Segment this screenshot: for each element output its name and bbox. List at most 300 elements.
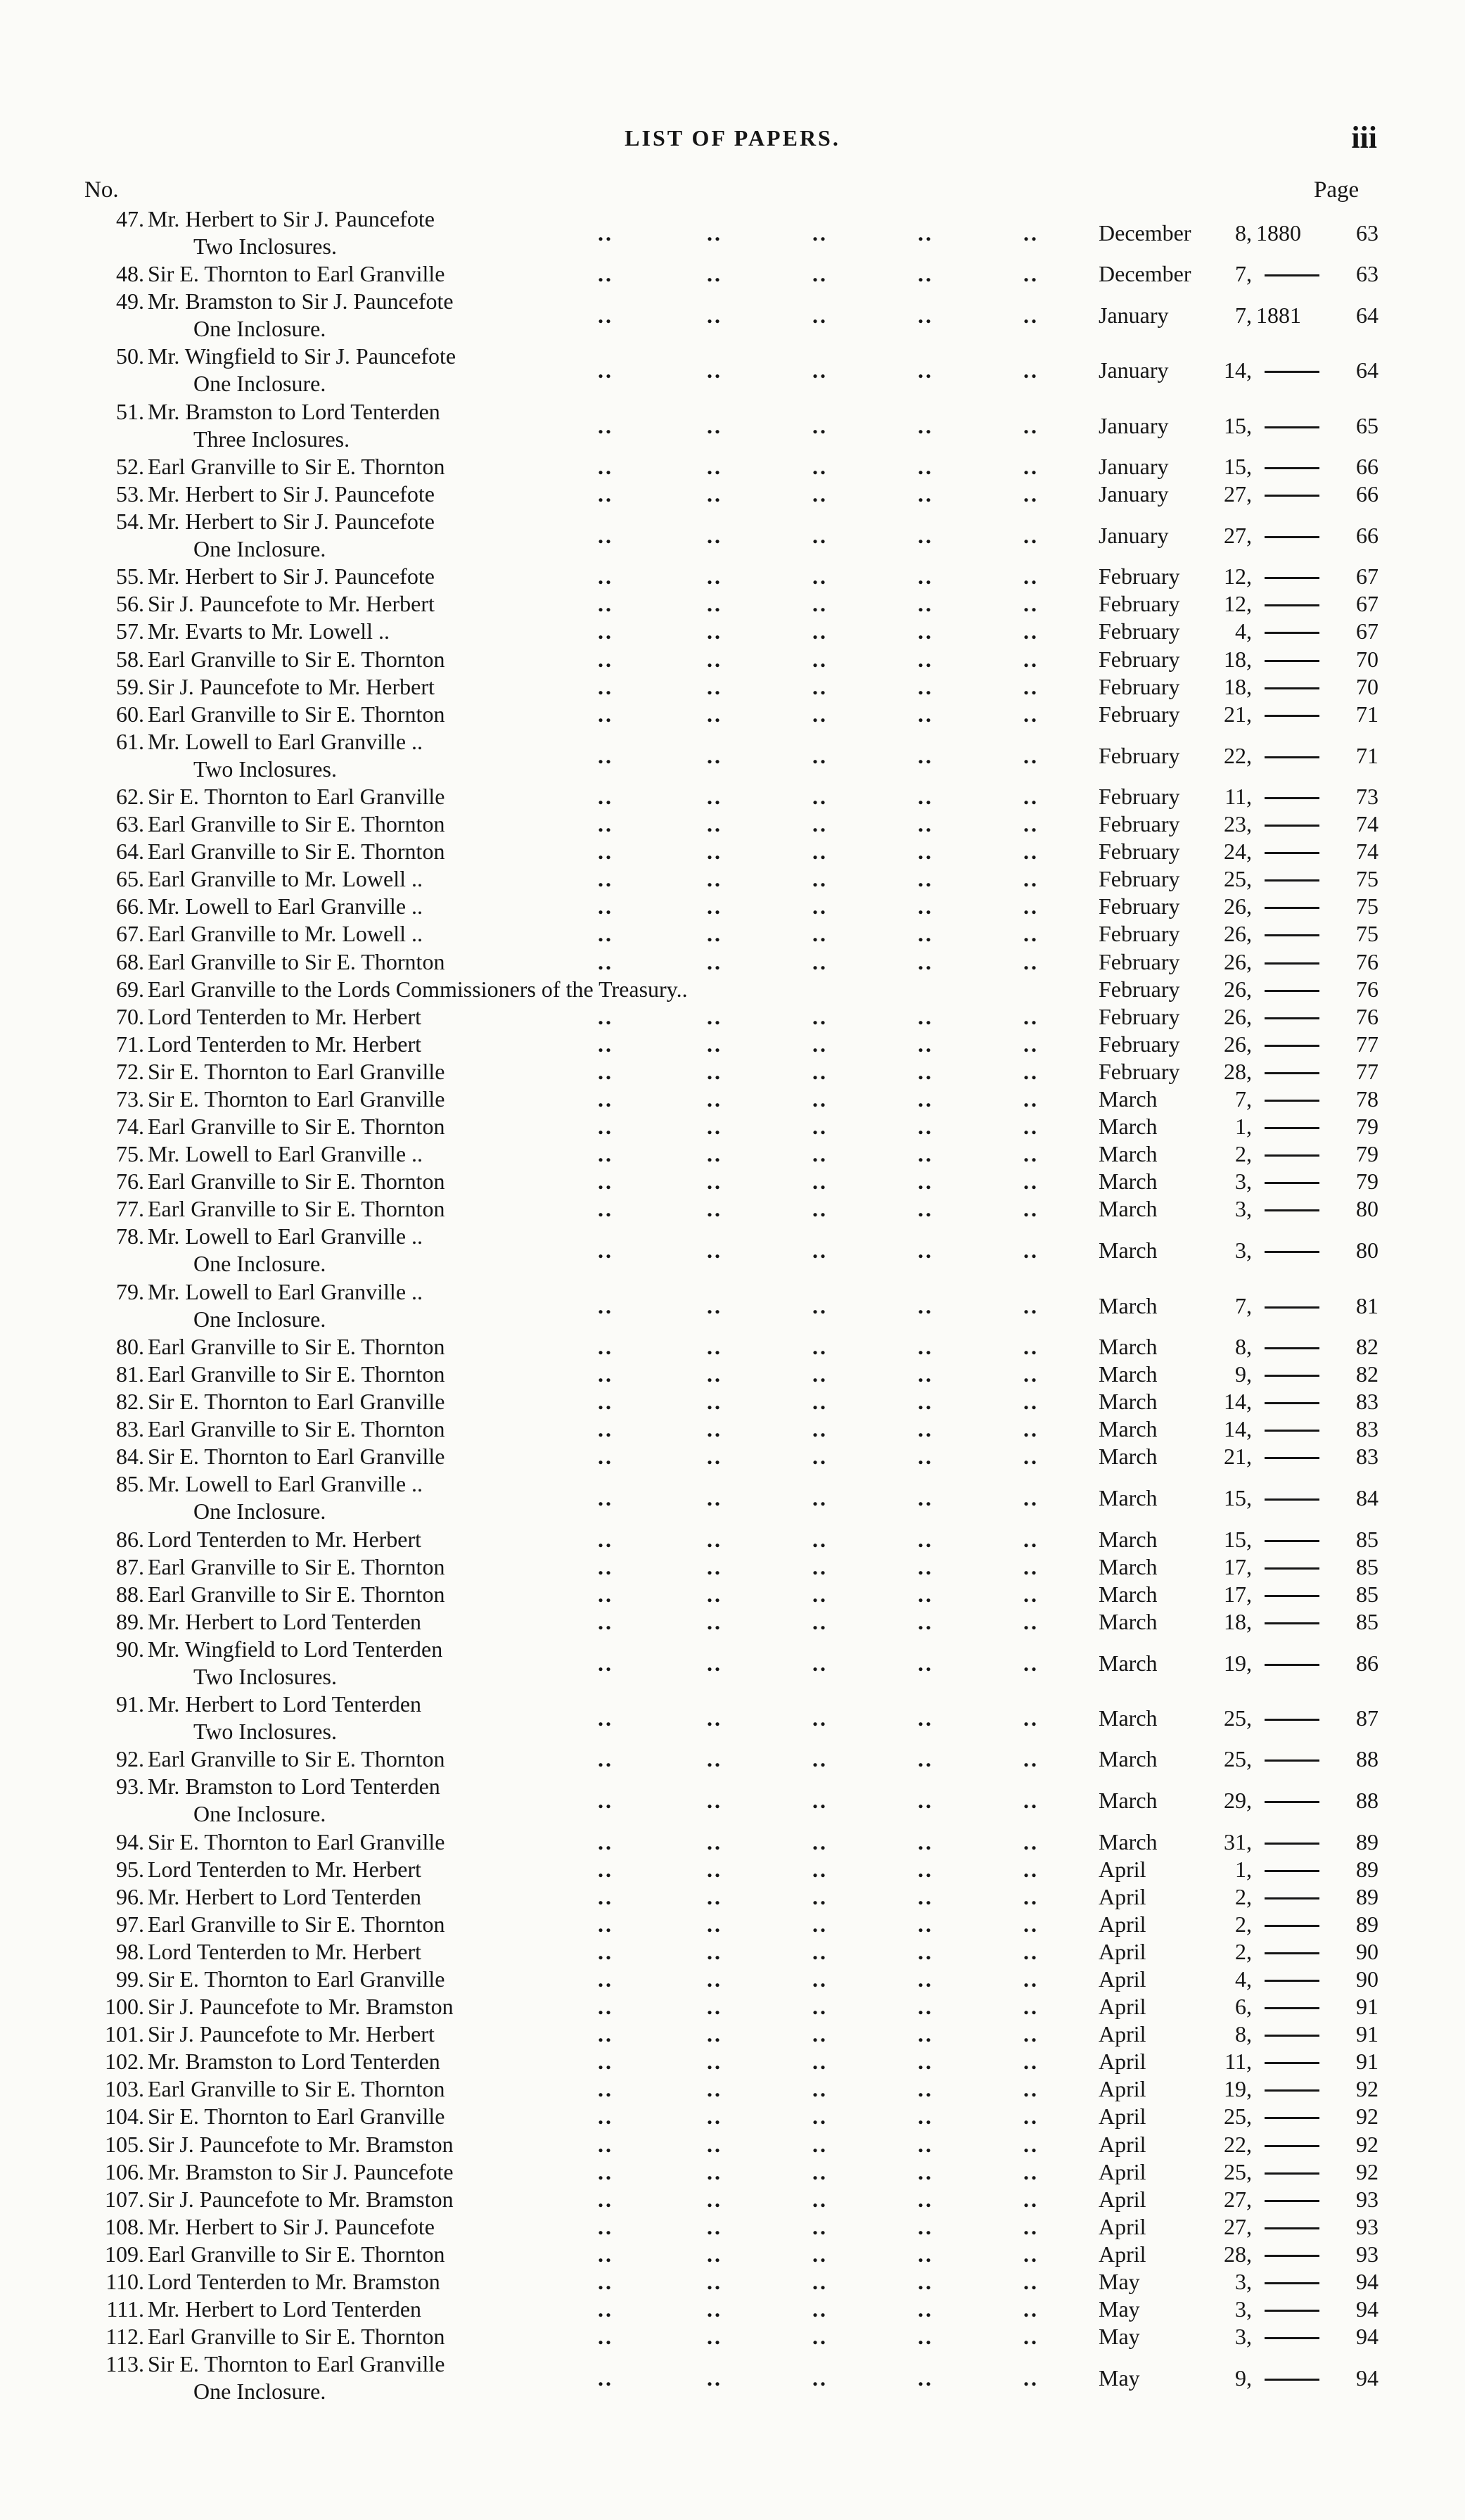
entry-month: January — [1099, 453, 1169, 479]
entry-title: Sir E. Thornton to Earl Granville — [148, 1058, 445, 1084]
entry-day: 14, — [1224, 1416, 1252, 1442]
paper-entry: 99. Sir E. Thornton to Earl Granville .. .. .. .. .. April 4, 90 — [0, 1966, 1465, 1993]
entry-page: 81 — [1356, 1292, 1378, 1318]
entry-month: May — [1099, 2269, 1140, 2295]
entry-title: Sir E. Thornton to Earl Granville — [148, 1444, 445, 1470]
paper-entry: 97. Earl Granville to Sir E. Thornton .. .. .. .. .. April 2, 89 — [0, 1911, 1465, 1938]
entry-number: 64. — [116, 839, 144, 865]
entry-page: 93 — [1356, 2186, 1378, 2212]
paper-entry: 100. Sir J. Pauncefote to Mr. Bramston .. .. .. .. .. April 6, 91 — [0, 1993, 1465, 2021]
entry-inclosure: Two Inclosures. — [193, 1719, 337, 1745]
paper-entry: 58. Earl Granville to Sir E. Thornton .. .. .. .. .. February 18, 70 — [0, 646, 1465, 673]
entry-day: 29, — [1224, 1788, 1252, 1814]
paper-entry: 106. Mr. Bramston to Sir J. Pauncefote .. .. .. .. .. April 25, 92 — [0, 2158, 1465, 2186]
entry-title: Sir E. Thornton to Earl Granville — [148, 1828, 445, 1854]
entry-day: 26, — [1224, 976, 1252, 1002]
entry-number: 71. — [116, 1031, 144, 1057]
entry-day: 27, — [1224, 523, 1252, 549]
entry-page: 91 — [1356, 1994, 1378, 2020]
entry-page: 90 — [1356, 1938, 1378, 1964]
entry-number: 67. — [116, 921, 144, 947]
entry-page: 88 — [1356, 1788, 1378, 1814]
entry-page: 83 — [1356, 1389, 1378, 1415]
entry-number: 77. — [116, 1196, 144, 1222]
ditto-dash — [1265, 715, 1319, 717]
entry-title: Lord Tenterden to Mr. Bramston — [148, 2269, 440, 2295]
entry-month: March — [1099, 1141, 1158, 1167]
entry-title: Lord Tenterden to Mr. Herbert — [148, 1526, 422, 1552]
paper-entry: 70. Lord Tenterden to Mr. Herbert .. .. .. .. .. February 26, 76 — [0, 1003, 1465, 1031]
ditto-dash — [1265, 495, 1319, 497]
entry-day: 3, — [1235, 2269, 1252, 2295]
entry-day: 18, — [1224, 673, 1252, 699]
entry-page: 89 — [1356, 1911, 1378, 1937]
entry-number: 63. — [116, 811, 144, 837]
entry-day: 22, — [1224, 2131, 1252, 2157]
entry-page: 88 — [1356, 1746, 1378, 1772]
paper-entry: 94. Sir E. Thornton to Earl Granville .. .. .. .. .. March 31, 89 — [0, 1828, 1465, 1856]
entry-page: 94 — [1356, 2296, 1378, 2322]
entry-month: April — [1099, 2213, 1146, 2239]
entry-inclosure: Two Inclosures. — [193, 1663, 337, 1689]
paper-entry: 113. Sir E. Thornton to Earl Granville One Inclosure. .. .. .. .. .. May 9, 94 — [0, 2350, 1465, 2405]
entry-day: 26, — [1224, 1031, 1252, 1057]
entry-page: 71 — [1356, 701, 1378, 727]
entry-number: 96. — [116, 1883, 144, 1909]
entry-page: 70 — [1356, 673, 1378, 699]
entry-title: Sir E. Thornton to Earl Granville — [148, 783, 445, 809]
paper-entry: 50. Mr. Wingfield to Sir J. Pauncefote One Inclosure. .. .. .. .. .. January 14, 64 — [0, 343, 1465, 397]
entry-month: December — [1099, 261, 1191, 287]
entry-number: 70. — [116, 1003, 144, 1029]
ditto-dash — [1265, 1251, 1319, 1253]
paper-entry: 66. Mr. Lowell to Earl Granville .. .. .. .. .. .. February 26, 75 — [0, 893, 1465, 920]
entry-number: 69. — [116, 976, 144, 1002]
entry-day: 21, — [1224, 1444, 1252, 1470]
entry-day: 3, — [1235, 1237, 1252, 1264]
entry-title: Earl Granville to Sir E. Thornton — [148, 646, 445, 672]
entry-page: 83 — [1356, 1444, 1378, 1470]
ditto-dash — [1265, 1402, 1319, 1404]
entry-day: 2, — [1235, 1911, 1252, 1937]
entry-month: April — [1099, 2104, 1146, 2130]
entry-title: Mr. Herbert to Lord Tenterden — [148, 1691, 422, 1717]
paper-entry: 55. Mr. Herbert to Sir J. Pauncefote .. .. .. .. .. February 12, 67 — [0, 563, 1465, 590]
paper-entry: 68. Earl Granville to Sir E. Thornton .. .. .. .. .. February 26, 76 — [0, 948, 1465, 976]
entry-number: 105. — [105, 2131, 144, 2157]
entry-number: 73. — [116, 1086, 144, 1112]
entry-title: Mr. Herbert to Lord Tenterden — [148, 1608, 422, 1634]
paper-entry: 54. Mr. Herbert to Sir J. Pauncefote One Inclosure. .. .. .. .. .. January 27, 66 — [0, 508, 1465, 563]
paper-entry: 60. Earl Granville to Sir E. Thornton .. .. .. .. .. February 21, 71 — [0, 701, 1465, 728]
paper-entry: 83. Earl Granville to Sir E. Thornton .. .. .. .. .. March 14, 83 — [0, 1415, 1465, 1443]
entry-title: Earl Granville to Sir E. Thornton — [148, 453, 445, 479]
entry-page: 80 — [1356, 1237, 1378, 1264]
ditto-dash — [1265, 632, 1319, 634]
entry-day: 17, — [1224, 1553, 1252, 1579]
ditto-dash — [1265, 1540, 1319, 1542]
ditto-dash — [1265, 2089, 1319, 2092]
entry-day: 26, — [1224, 893, 1252, 919]
ditto-dash — [1265, 536, 1319, 538]
entry-month: April — [1099, 2158, 1146, 2184]
entry-month: December — [1099, 220, 1191, 246]
entry-page: 75 — [1356, 866, 1378, 892]
ditto-dash — [1265, 1952, 1319, 1954]
entry-day: 9, — [1235, 2365, 1252, 2391]
entry-title: Mr. Herbert to Sir J. Pauncefote — [148, 564, 435, 590]
entry-number: 101. — [105, 2021, 144, 2047]
entry-title: Earl Granville to Sir E. Thornton — [148, 1333, 445, 1359]
ditto-dash — [1265, 1595, 1319, 1597]
entry-month: March — [1099, 1650, 1158, 1676]
entry-title: Sir E. Thornton to Earl Granville — [148, 2104, 445, 2130]
ditto-dash — [1265, 2117, 1319, 2119]
entry-month: February — [1099, 839, 1180, 865]
ditto-dash — [1265, 2172, 1319, 2175]
ditto-dash — [1265, 2379, 1319, 2381]
ditto-dash — [1265, 2337, 1319, 2339]
entry-day: 2, — [1235, 1938, 1252, 1964]
entry-number: 113. — [105, 2351, 144, 2377]
entry-page: 70 — [1356, 646, 1378, 672]
paper-entry — [0, 976, 1465, 1003]
entry-month: February — [1099, 591, 1180, 617]
entry-number: 95. — [116, 1856, 144, 1882]
ditto-dash — [1265, 467, 1319, 469]
ditto-dash — [1265, 1925, 1319, 1927]
entry-page: 67 — [1356, 591, 1378, 617]
entry-title: Earl Granville to the Lords Commissioners of the Treasury.. — [148, 976, 688, 1002]
entry-month: February — [1099, 742, 1180, 768]
paper-entry: 59. Sir J. Pauncefote to Mr. Herbert .. .. .. .. .. February 18, 70 — [0, 673, 1465, 701]
ditto-dash — [1265, 1801, 1319, 1803]
entry-page: 85 — [1356, 1581, 1378, 1607]
entry-number: 55. — [116, 564, 144, 590]
entry-title: Earl Granville to Sir E. Thornton — [148, 1553, 445, 1579]
entry-inclosure: Two Inclosures. — [193, 234, 337, 259]
entry-page: 94 — [1356, 2365, 1378, 2391]
entry-number: 72. — [116, 1058, 144, 1084]
entry-month: February — [1099, 948, 1180, 974]
entry-number: 82. — [116, 1389, 144, 1415]
ditto-dash — [1265, 1980, 1319, 1982]
entry-page: 94 — [1356, 2269, 1378, 2295]
entry-month: April — [1099, 1938, 1146, 1964]
ditto-dash — [1265, 577, 1319, 579]
entry-month: March — [1099, 1608, 1158, 1634]
entry-day: 8, — [1235, 2021, 1252, 2047]
entry-title: Sir J. Pauncefote to Mr. Bramston — [148, 1994, 454, 2020]
entry-day: 7, — [1235, 261, 1252, 287]
entry-page: 90 — [1356, 1966, 1378, 1992]
paper-entry: 85. Mr. Lowell to Earl Granville .. One Inclosure. .. .. .. .. .. March 15, 84 — [0, 1470, 1465, 1525]
entry-page: 93 — [1356, 2213, 1378, 2239]
entry-month: March — [1099, 1416, 1158, 1442]
entry-title: Earl Granville to Mr. Lowell .. — [148, 921, 423, 947]
entry-day: 28, — [1224, 2241, 1252, 2267]
entry-number: 104. — [105, 2104, 144, 2130]
ditto-dash — [1265, 687, 1319, 689]
entry-inclosure: One Inclosure. — [193, 371, 326, 397]
entry-inclosure: One Inclosure. — [193, 1498, 326, 1525]
entry-page: 79 — [1356, 1141, 1378, 1167]
entry-number: 100. — [105, 1994, 144, 2020]
entry-day: 3, — [1235, 2296, 1252, 2322]
entry-day: 25, — [1224, 2104, 1252, 2130]
entry-year: 1880 — [1256, 220, 1301, 246]
paper-entry: 52. Earl Granville to Sir E. Thornton .. .. .. .. .. January 15, 66 — [0, 453, 1465, 481]
entry-title: Earl Granville to Sir E. Thornton — [148, 1114, 445, 1140]
entry-title: Mr. Bramston to Lord Tenterden — [148, 398, 440, 424]
entry-page: 79 — [1356, 1114, 1378, 1140]
entry-month: April — [1099, 2021, 1146, 2047]
entry-page: 82 — [1356, 1333, 1378, 1359]
entry-page: 75 — [1356, 921, 1378, 947]
ditto-dash — [1265, 274, 1319, 276]
entry-day: 3, — [1235, 1169, 1252, 1195]
entry-day: 23, — [1224, 811, 1252, 837]
ditto-dash — [1265, 852, 1319, 854]
entry-number: 60. — [116, 701, 144, 727]
entry-month: February — [1099, 866, 1180, 892]
ditto-dash — [1265, 1347, 1319, 1349]
entry-day: 17, — [1224, 1581, 1252, 1607]
entry-month: January — [1099, 357, 1169, 383]
entry-number: 49. — [116, 288, 144, 314]
entry-day: 7, — [1235, 303, 1252, 329]
ditto-dash — [1265, 604, 1319, 606]
paper-entry: 81. Earl Granville to Sir E. Thornton .. .. .. .. .. March 9, 82 — [0, 1361, 1465, 1388]
entry-month: February — [1099, 783, 1180, 809]
entry-day: 24, — [1224, 839, 1252, 865]
entry-month: March — [1099, 1389, 1158, 1415]
entry-day: 28, — [1224, 1058, 1252, 1084]
ditto-dash — [1265, 1498, 1319, 1501]
entry-day: 15, — [1224, 412, 1252, 438]
ditto-dash — [1265, 2035, 1319, 2037]
entry-title: Mr. Bramston to Sir J. Pauncefote — [148, 2158, 454, 2184]
paper-entry: 109. Earl Granville to Sir E. Thornton .. .. .. .. .. April 28, 93 — [0, 2241, 1465, 2268]
entry-day: 21, — [1224, 701, 1252, 727]
entry-month: April — [1099, 1966, 1146, 1992]
entry-page: 84 — [1356, 1485, 1378, 1511]
ditto-dash — [1265, 1072, 1319, 1074]
entry-number: 93. — [116, 1774, 144, 1800]
entry-number: 68. — [116, 948, 144, 974]
entry-title: Mr. Lowell to Earl Granville .. — [148, 893, 423, 919]
ditto-dash — [1265, 1664, 1319, 1666]
entry-number: 57. — [116, 618, 144, 644]
paper-entry: 62. Sir E. Thornton to Earl Granville .. .. .. .. .. February 11, 73 — [0, 783, 1465, 810]
ditto-dash — [1265, 797, 1319, 799]
entry-day: 7, — [1235, 1086, 1252, 1112]
entry-day: 27, — [1224, 2213, 1252, 2239]
entry-month: February — [1099, 893, 1180, 919]
entry-number: 103. — [105, 2076, 144, 2102]
entry-title: Mr. Wingfield to Lord Tenterden — [148, 1636, 443, 1662]
column-header-no: No. — [84, 177, 119, 203]
ditto-dash — [1265, 1100, 1319, 1102]
entry-month: April — [1099, 1856, 1146, 1882]
entry-month: May — [1099, 2365, 1140, 2391]
entry-month: March — [1099, 1333, 1158, 1359]
paper-entry: 91. Mr. Herbert to Lord Tenterden Two Inclosures. .. .. .. .. .. March 25, 87 — [0, 1691, 1465, 1745]
entry-title: Earl Granville to Sir E. Thornton — [148, 2324, 445, 2350]
paper-entry: 89. Mr. Herbert to Lord Tenterden .. .. .. .. .. March 18, 85 — [0, 1608, 1465, 1636]
entry-page: 77 — [1356, 1031, 1378, 1057]
entry-number: 87. — [116, 1553, 144, 1579]
entry-month: March — [1099, 1237, 1158, 1264]
entry-page: 66 — [1356, 481, 1378, 507]
entry-number: 81. — [116, 1361, 144, 1387]
entry-title: Mr. Bramston to Lord Tenterden — [148, 2049, 440, 2075]
ditto-dash — [1265, 2145, 1319, 2147]
entry-page: 82 — [1356, 1361, 1378, 1387]
entry-number: 47. — [116, 206, 144, 231]
entry-title: Earl Granville to Sir E. Thornton — [148, 948, 445, 974]
entry-title: Lord Tenterden to Mr. Herbert — [148, 1003, 422, 1029]
ditto-dash — [1265, 1457, 1319, 1459]
entry-page: 65 — [1356, 412, 1378, 438]
entry-month: March — [1099, 1361, 1158, 1387]
entry-title: Earl Granville to Sir E. Thornton — [148, 1911, 445, 1937]
entry-day: 15, — [1224, 1485, 1252, 1511]
entry-number: 88. — [116, 1581, 144, 1607]
ditto-dash — [1265, 990, 1319, 992]
entry-day: 12, — [1224, 591, 1252, 617]
paper-entry: 74. Earl Granville to Sir E. Thornton .. .. .. .. .. March 1, 79 — [0, 1113, 1465, 1140]
entry-inclosure: One Inclosure. — [193, 536, 326, 562]
ditto-dash — [1265, 756, 1319, 758]
ditto-dash — [1265, 1182, 1319, 1184]
paper-entry: 95. Lord Tenterden to Mr. Herbert .. .. .. .. .. April 1, 89 — [0, 1856, 1465, 1883]
paper-entry: 87. Earl Granville to Sir E. Thornton .. .. .. .. .. March 17, 85 — [0, 1553, 1465, 1581]
entry-page: 77 — [1356, 1058, 1378, 1084]
entry-title: Mr. Lowell to Earl Granville .. — [148, 1141, 423, 1167]
entry-title: Earl Granville to Mr. Lowell .. — [148, 866, 423, 892]
ditto-dash — [1265, 825, 1319, 827]
entry-month: March — [1099, 1169, 1158, 1195]
ditto-dash — [1265, 879, 1319, 882]
paper-entry: 78. Mr. Lowell to Earl Granville .. One Inclosure. .. .. .. .. .. March 3, 80 — [0, 1223, 1465, 1278]
entry-page: 92 — [1356, 2076, 1378, 2102]
entry-number: 54. — [116, 509, 144, 535]
entry-title: Earl Granville to Sir E. Thornton — [148, 2241, 445, 2267]
entry-number: 51. — [116, 398, 144, 424]
entry-title: Mr. Evarts to Mr. Lowell .. — [148, 618, 390, 644]
entry-page: 67 — [1356, 564, 1378, 590]
entry-day: 8, — [1235, 1333, 1252, 1359]
entry-number: 110. — [105, 2269, 144, 2295]
ditto-dash — [1265, 1306, 1319, 1309]
entry-page: 76 — [1356, 948, 1378, 974]
ditto-dash — [1265, 1127, 1319, 1129]
entry-title: Mr. Lowell to Earl Granville .. — [148, 1278, 423, 1304]
entry-number: 58. — [116, 646, 144, 672]
entry-number: 52. — [116, 453, 144, 479]
entry-page: 67 — [1356, 618, 1378, 644]
entry-number: 80. — [116, 1333, 144, 1359]
entry-page: 63 — [1356, 261, 1378, 287]
paper-entry: 84. Sir E. Thornton to Earl Granville .. .. .. .. .. March 21, 83 — [0, 1443, 1465, 1470]
entry-month: February — [1099, 618, 1180, 644]
paper-entry: 61. Mr. Lowell to Earl Granville .. Two Inclosures. .. .. .. .. .. February 22, 71 — [0, 728, 1465, 783]
entry-title: Sir J. Pauncefote to Mr. Herbert — [148, 591, 435, 617]
entry-page: 93 — [1356, 2241, 1378, 2267]
ditto-dash — [1265, 1759, 1319, 1762]
entry-number: 61. — [116, 728, 144, 754]
entry-number: 78. — [116, 1223, 144, 1249]
paper-entry: 111. Mr. Herbert to Lord Tenterden .. .. .. .. .. May 3, 94 — [0, 2296, 1465, 2323]
paper-entry: 86. Lord Tenterden to Mr. Herbert .. .. .. .. .. March 15, 85 — [0, 1526, 1465, 1553]
entry-title: Earl Granville to Sir E. Thornton — [148, 1196, 445, 1222]
entry-title: Mr. Lowell to Earl Granville .. — [148, 728, 423, 754]
paper-entry: 104. Sir E. Thornton to Earl Granville .. .. .. .. .. April 25, 92 — [0, 2103, 1465, 2130]
entry-number: 109. — [105, 2241, 144, 2267]
entry-day: 15, — [1224, 1526, 1252, 1552]
ditto-dash — [1265, 2227, 1319, 2229]
paper-entry: 71. Lord Tenterden to Mr. Herbert .. .. .. .. .. February 26, 77 — [0, 1031, 1465, 1058]
entry-day: 3, — [1235, 1196, 1252, 1222]
entry-day: 11, — [1224, 783, 1252, 809]
entry-number: 62. — [116, 783, 144, 809]
entry-month: January — [1099, 481, 1169, 507]
entry-day: 25, — [1224, 1705, 1252, 1731]
entry-number: 98. — [116, 1938, 144, 1964]
entry-title: Sir E. Thornton to Earl Granville — [148, 1389, 445, 1415]
entry-number: 84. — [116, 1444, 144, 1470]
entry-page: 89 — [1356, 1856, 1378, 1882]
entry-day: 15, — [1224, 453, 1252, 479]
entry-month: February — [1099, 646, 1180, 672]
entry-month: March — [1099, 1196, 1158, 1222]
entry-month: April — [1099, 2131, 1146, 2157]
entry-title: Earl Granville to Sir E. Thornton — [148, 1746, 445, 1772]
entry-title: Lord Tenterden to Mr. Herbert — [148, 1856, 422, 1882]
paper-entry: 72. Sir E. Thornton to Earl Granville .. .. .. .. .. February 28, 77 — [0, 1058, 1465, 1086]
entry-number: 106. — [105, 2158, 144, 2184]
entry-page: 92 — [1356, 2131, 1378, 2157]
ditto-dash — [1265, 371, 1319, 373]
paper-entry: 80. Earl Granville to Sir E. Thornton .. .. .. .. .. March 8, 82 — [0, 1333, 1465, 1361]
entry-day: 25, — [1224, 866, 1252, 892]
entry-page: 92 — [1356, 2104, 1378, 2130]
entry-title: Earl Granville to Sir E. Thornton — [148, 2076, 445, 2102]
entry-month: February — [1099, 976, 1180, 1002]
entry-day: 27, — [1224, 2186, 1252, 2212]
entry-day: 25, — [1224, 2158, 1252, 2184]
entry-month: March — [1099, 1705, 1158, 1731]
entry-number: 91. — [116, 1691, 144, 1717]
paper-entry: 93. Mr. Bramston to Lord Tenterden One Inclosure. .. .. .. .. .. March 29, 88 — [0, 1773, 1465, 1828]
entry-title: Mr. Bramston to Lord Tenterden — [148, 1774, 440, 1800]
paper-entry: 76. Earl Granville to Sir E. Thornton .. .. .. .. .. March 3, 79 — [0, 1168, 1465, 1195]
entry-number: 92. — [116, 1746, 144, 1772]
entry-page: 89 — [1356, 1883, 1378, 1909]
ditto-dash — [1265, 934, 1319, 936]
paper-entry: 49. Mr. Bramston to Sir J. Pauncefote One Inclosure. .. .. .. .. .. January 7, 1881 64 — [0, 288, 1465, 343]
entry-number: 50. — [116, 343, 144, 369]
page-number: iii — [1351, 120, 1377, 155]
entry-month: March — [1099, 1114, 1158, 1140]
entry-month: February — [1099, 673, 1180, 699]
entry-number: 107. — [105, 2186, 144, 2212]
entry-day: 4, — [1235, 1966, 1252, 1992]
entry-day: 31, — [1224, 1828, 1252, 1854]
entry-day: 1, — [1235, 1856, 1252, 1882]
paper-entry: 108. Mr. Herbert to Sir J. Pauncefote .. .. .. .. .. April 27, 93 — [0, 2213, 1465, 2241]
